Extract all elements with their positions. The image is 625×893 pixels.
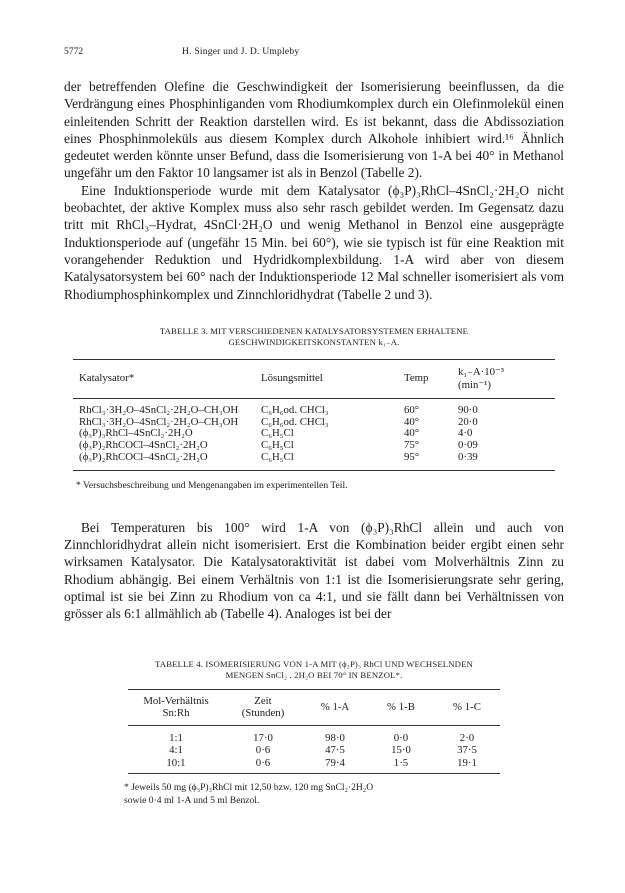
cell-katalysator: (ϕ₃P)₂RhCOCl–4SnCl₂·2H₂O	[79, 451, 208, 464]
table-3-grid	[73, 359, 555, 471]
column-header-pct-1c: % 1-C	[453, 700, 481, 713]
table-row	[128, 744, 500, 757]
time-unit: (Stunden)	[241, 707, 285, 720]
table-row	[73, 452, 555, 470]
cell-katalysator: RhCl₃·3H₂O–4SnCl₂·2H₂O–CH₃OH	[79, 415, 239, 428]
column-header-loesungsmittel: Lösungsmittel	[261, 372, 323, 385]
column-header-time	[224, 689, 302, 725]
table-3-caption	[64, 326, 564, 349]
cell-katalysator: (ϕ₃P)₃RhCl–4SnCl₂·2H₂O	[79, 427, 193, 440]
cell-loesungsmittel: C₆H₆od. CHCl₃	[261, 415, 329, 428]
running-header-authors: H. Singer und J. D. Umpleby	[182, 46, 300, 57]
table-row	[73, 398, 555, 416]
table-3-caption-line-1: TABELLE 3. MIT VERSCHIEDENEN KATALYSATORSYSTEMEN ERHALTENE	[159, 325, 469, 336]
table-header-row	[128, 689, 500, 725]
cell-pct-1a: 98·0	[325, 731, 345, 744]
cell-katalysator: (ϕ₃P)₂RhCOCl–4SnCl₂·2H₂O	[79, 439, 208, 452]
running-header	[64, 46, 564, 60]
table-4-footnote-line-2: sowie 0·4 ml 1-A und 5 ml Benzol.	[124, 794, 260, 806]
cell-rate-constant: 0·39	[458, 451, 478, 464]
cell-time: 0·6	[255, 756, 271, 769]
cell-rate-constant: 0·09	[458, 439, 478, 452]
table-4-footnote-line-1: * Jeweils 50 mg (ϕ₃P)₃RhCl mit 12,50 bzw. 120 mg SnCl₂·2H₂O	[124, 782, 374, 794]
table-row	[128, 757, 500, 774]
rate-constant-label: k₁₋A·10⁻³	[458, 365, 504, 378]
table-4	[64, 659, 564, 775]
table-3-footnote: * Versuchsbeschreibung und Mengenangaben im experimentellen Teil.	[76, 479, 348, 491]
column-header-temp: Temp	[404, 372, 429, 385]
paragraph-2: Eine Induktionsperiode wurde mit dem Katalysator (ϕ₃P)₃RhCl–4SnCl₂·2H₂O nicht beobachtet, der aktive Komplex muss also sehr rasch gebildet werden. Im Gegensatz dazu tritt mit RhCl₃–Hydrat, 4SnCl·2H₂O und wenig Methanol in Benzol eine ausgeprägte Induktionsperiode auf (ungefähr 15 Min. bei 60°), wie sie typisch ist für eine Reaktion mit vorangehender Reduktion und Hydridkomplexbildung. 1-A wird aber von diesem Katalysatorsystem bei 60° nach der Induktionsperiode 12 Mal schneller isomerisiert als vom Rhodiumphosphinkomplex und Zinnchloridhydrat (Tabelle 2 und 3).	[64, 182, 564, 302]
cell-loesungsmittel: C₆H₅Cl	[261, 427, 294, 440]
cell-pct-1a: 47·5	[325, 744, 345, 757]
cell-rate-constant: 4·0	[458, 427, 473, 440]
table-4-caption-line-2: MENGEN SnCl₂ . 2H₂O BEI 70° IN BENZOL*.	[225, 670, 403, 681]
table-header-row	[73, 359, 555, 398]
table-4-caption-line-1: TABELLE 4. ISOMERISIERUNG VON 1-A MIT (ϕ₃P)₃ RhCl UND WECHSELNDEN	[155, 658, 473, 669]
table-4-footnote	[124, 782, 496, 807]
cell-pct-1a: 79·4	[325, 756, 345, 769]
cell-loesungsmittel: C₆H₆od. CHCl₃	[261, 403, 329, 416]
column-header-mol-ratio	[128, 689, 224, 725]
cell-pct-1c: 19·1	[457, 756, 477, 769]
cell-pct-1b: 15·0	[391, 744, 411, 757]
table-3	[64, 326, 564, 492]
table-4-caption	[64, 659, 564, 682]
cell-pct-1c: 37·5	[457, 744, 477, 757]
paragraph-3: Bei Temperaturen bis 100° wird 1-A von (ϕ₃P)₃RhCl allein und auch von Zinnchloridhydrat allein nicht isomerisiert. Erst die Kombination beider ergibt einen sehr wirksamen Katalysator. Die Katalysatoraktivität ist dabei vom Molverhältnis Zinn zu Rhodium abhängig. Bei einem Verhältnis von 1:1 ist die Isomerisierungsrate sehr gering, optimal ist sie bei Zinn zu Rhodium von ca 4:1, und sie fällt dann bei Verhältnissen von grösser als 6:1 allmählich ab (Tabelle 4). Analoges ist bei der	[64, 519, 564, 622]
column-header-pct-1a: % 1-A	[320, 700, 350, 713]
time-label: Zeit	[254, 694, 272, 707]
cell-pct-1c: 2·0	[459, 731, 475, 744]
cell-mol-ratio: 4:1	[169, 744, 183, 757]
cell-rate-constant: 20·0	[458, 415, 478, 428]
column-header-rate-constant	[458, 359, 555, 398]
mol-ratio-label: Mol-Verhältnis	[143, 694, 209, 707]
cell-temp: 40°	[404, 427, 420, 440]
cell-mol-ratio: 1:1	[169, 731, 183, 744]
cell-temp: 95°	[404, 451, 420, 464]
cell-mol-ratio: 10:1	[166, 756, 186, 769]
mol-ratio-unit: Sn:Rh	[162, 707, 190, 720]
table-4-grid	[128, 689, 500, 775]
cell-pct-1b: 1·5	[393, 756, 409, 769]
rate-constant-unit: (min⁻¹)	[458, 378, 491, 391]
journal-page	[64, 46, 564, 807]
cell-loesungsmittel: C₆H₅Cl	[261, 451, 294, 464]
table-row	[128, 725, 500, 744]
cell-time: 17·0	[253, 731, 273, 744]
cell-loesungsmittel: C₆H₅Cl	[261, 439, 294, 452]
cell-temp: 75°	[404, 439, 420, 452]
cell-temp: 60°	[404, 403, 420, 416]
column-header-katalysator: Katalysator*	[79, 372, 135, 385]
cell-pct-1b: 0·0	[393, 731, 409, 744]
cell-time: 0·6	[255, 744, 271, 757]
paragraph-1: der betreffenden Olefine die Geschwindigkeit der Isomerisierung beeinflussen, da die Verdrängung eines Phosphinliganden vom Rhodiumkomplex durch ein Olefinmolekül einen einleitenden Schritt der Reaktion darstellen wird. Es ist bekannt, dass die Abdissoziation eines Phosphinmoleküls aus diesem Komplex durch Alkohole inhibiert wird.¹⁶ Ähnlich gedeutet werden könnte unser Befund, dass die Isomerisierung von 1-A bei 40° in Methanol ungefähr um den Faktor 10 langsamer ist als in Benzol (Tabelle 2).	[64, 79, 564, 181]
page-number: 5772	[64, 46, 84, 57]
table-3-caption-line-2: GESCHWINDIGKEITSKONSTANTEN k₁₋A.	[228, 337, 400, 348]
cell-rate-constant: 90·0	[458, 403, 478, 416]
column-header-pct-1b: % 1-B	[387, 700, 415, 713]
cell-temp: 40°	[404, 415, 420, 428]
cell-katalysator: RhCl₃·3H₂O–4SnCl₂·2H₂O–CH₃OH	[79, 403, 239, 416]
